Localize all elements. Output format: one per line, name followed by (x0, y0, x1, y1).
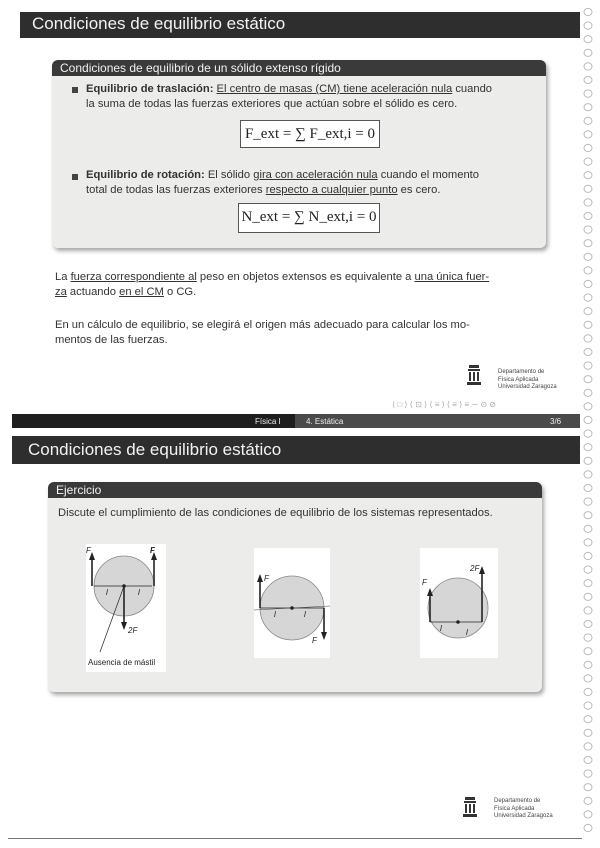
info-course: Física I (255, 417, 281, 426)
fig2-F1: F (264, 574, 269, 583)
binding-hole (584, 566, 592, 573)
binding-hole (584, 117, 592, 124)
binding-hole (584, 620, 592, 627)
binding-hole (584, 688, 592, 695)
binding-hole (584, 240, 592, 247)
figure-1 (86, 544, 166, 672)
binding-hole (584, 376, 592, 383)
fig1-caption: Ausencia de mástil (88, 658, 156, 667)
item1-label: Equilibrio de traslación: (86, 83, 214, 95)
binding-hole (584, 308, 592, 315)
item2-label: Equilibrio de rotación: (86, 169, 205, 181)
item2-line2-post: es cero. (397, 184, 441, 196)
binding-hole (584, 212, 592, 219)
binding-hole (584, 525, 592, 532)
binding-hole (584, 144, 592, 151)
item1-line2: la suma de todas las fuerzas exteriores que actúan sobre el sólido es cero. (86, 98, 458, 110)
formula-rotation: N_ext = ∑ N_ext,i = 0 (238, 203, 380, 233)
fig3-l1: l (440, 624, 442, 633)
binding-hole (584, 607, 592, 614)
dept-line: Universidad Zaragoza (498, 384, 557, 390)
para1-line2 (55, 285, 196, 300)
formula-translation: F_ext = ∑ F_ext,i = 0 (240, 120, 380, 148)
fig3-F2: 2F (470, 564, 480, 573)
binding-holes (572, 0, 600, 848)
slide1-dept (498, 369, 557, 392)
binding-hole (584, 294, 592, 301)
beamer-nav-symbols[interactable]: ⟨ □ ⟩ ⟨ ⊡ ⟩ ⟨ ≡ ⟩ ⟨ ≡ ⟩ ≡ ∽ ⊙ ⊘ (392, 400, 496, 409)
binding-hole (584, 648, 592, 655)
binding-hole (584, 729, 592, 736)
item2-text: El sólido (204, 169, 254, 181)
fig2-l2: l (304, 610, 306, 619)
item2-line2-pre: total de todas las fuerzas exteriores (86, 184, 266, 196)
item2-rest: cuando el momento (377, 169, 479, 181)
slide2-exercise-text: Discute el cumplimiento de las condiciones de equilibrio de los sistemas representados. (58, 507, 493, 519)
binding-hole (584, 784, 592, 791)
binding-hole (584, 416, 592, 423)
slide2-title: Condiciones de equilibrio estático (28, 440, 282, 459)
binding-hole (584, 199, 592, 206)
binding-hole (584, 104, 592, 111)
binding-hole (584, 389, 592, 396)
dept-line: Física Aplicada (494, 805, 535, 812)
item2-line2 (86, 183, 440, 198)
dept-line: Física Aplicada (498, 376, 539, 383)
para1-u4: en el CM (119, 286, 164, 298)
fig2-l1: l (274, 610, 276, 619)
binding-hole (584, 267, 592, 274)
fig3-l2: l (466, 628, 468, 637)
item1-underlined: El centro de masas (CM) tiene aceleración nula (216, 83, 453, 95)
figure-3 (420, 548, 498, 658)
binding-hole (584, 226, 592, 233)
university-logo-icon (466, 364, 482, 386)
fig2-F2: F (312, 636, 317, 645)
binding-hole (584, 824, 592, 831)
figure-1-diagram (86, 544, 166, 672)
para1-u1: fuerza correspondiente al (70, 271, 197, 283)
binding-hole (584, 444, 592, 451)
para2-line2: mentos de las fuerzas. (55, 334, 168, 346)
item2-line1 (86, 168, 546, 183)
fig1-W: 2F (128, 626, 138, 635)
binding-hole (584, 321, 592, 328)
para1-line1 (55, 270, 489, 285)
slide1-title: Condiciones de equilibrio estático (32, 14, 286, 33)
binding-hole (584, 158, 592, 165)
dept-line: Departamento de (494, 798, 541, 804)
binding-hole (584, 172, 592, 179)
binding-hole (584, 756, 592, 763)
binding-hole (584, 430, 592, 437)
binding-hole (584, 512, 592, 519)
binding-hole (584, 348, 592, 355)
binding-hole (584, 253, 592, 260)
binding-hole (584, 362, 592, 369)
para1-mid2: actuando (66, 286, 120, 298)
binding-hole (584, 716, 592, 723)
slide1-title-bar (20, 12, 580, 38)
item2-underlined1: gira con aceleración nula (253, 169, 378, 181)
binding-hole (584, 457, 592, 464)
binding-hole (584, 63, 592, 70)
binding-hole (584, 634, 592, 641)
binding-hole (584, 49, 592, 56)
item2-underlined2: respecto a cualquier punto (265, 184, 398, 196)
fig1-l1: l (106, 588, 108, 597)
binding-hole (584, 539, 592, 546)
item1-line1 (86, 82, 546, 97)
info-page: 3/6 (550, 417, 562, 426)
binding-hole (584, 593, 592, 600)
binding-hole (584, 661, 592, 668)
binding-hole (584, 580, 592, 587)
binding-hole (584, 185, 592, 192)
binding-hole (584, 131, 592, 138)
binding-hole (584, 8, 592, 15)
binding-hole (584, 403, 592, 410)
binding-hole (584, 770, 592, 777)
slide2-dept (494, 798, 553, 821)
binding-hole (584, 471, 592, 478)
fig1-F2: F (150, 546, 155, 555)
figure-3-diagram (420, 548, 498, 658)
slide1-block-title: Condiciones de equilibrio de un sólido extenso rígido (52, 60, 546, 76)
fig1-l2: l (138, 588, 140, 597)
binding-hole (584, 675, 592, 682)
binding-hole (584, 280, 592, 287)
fig3-F1: F (422, 578, 427, 587)
dept-line: Universidad Zaragoza (494, 813, 553, 819)
slide2-block-title: Ejercicio (48, 482, 542, 498)
bottom-rule (8, 838, 582, 839)
slide2-title-bar (12, 436, 580, 464)
slide-info-bar (12, 414, 580, 428)
para1-mid: peso en objetos extensos es equivalente a (196, 271, 415, 283)
binding-hole (584, 484, 592, 491)
dept-line: Departamento de (498, 369, 545, 375)
para1-u2: una única fuer- (414, 271, 490, 283)
binding-hole (584, 498, 592, 505)
fig1-F1: F (86, 546, 91, 555)
binding-hole (584, 797, 592, 804)
binding-hole (584, 36, 592, 43)
item1-rest: cuando (452, 83, 493, 95)
para2-line1: En un cálculo de equilibrio, se elegirá el origen más adecuado para calcular los mo- (55, 319, 470, 331)
figure-2 (254, 548, 330, 658)
binding-hole (584, 90, 592, 97)
binding-hole (584, 552, 592, 559)
bullet-icon (72, 87, 78, 93)
binding-hole (584, 702, 592, 709)
binding-hole (584, 22, 592, 29)
para1-pre: La (55, 271, 71, 283)
bullet-icon (72, 174, 78, 180)
figure-2-diagram (254, 548, 330, 658)
binding-hole (584, 743, 592, 750)
binding-hole (584, 76, 592, 83)
para1-u3: za (55, 286, 67, 298)
binding-hole (584, 811, 592, 818)
university-logo-icon (462, 796, 478, 818)
binding-hole (584, 335, 592, 342)
info-section: 4. Estática (306, 417, 344, 426)
para1-post: o CG. (163, 286, 197, 298)
